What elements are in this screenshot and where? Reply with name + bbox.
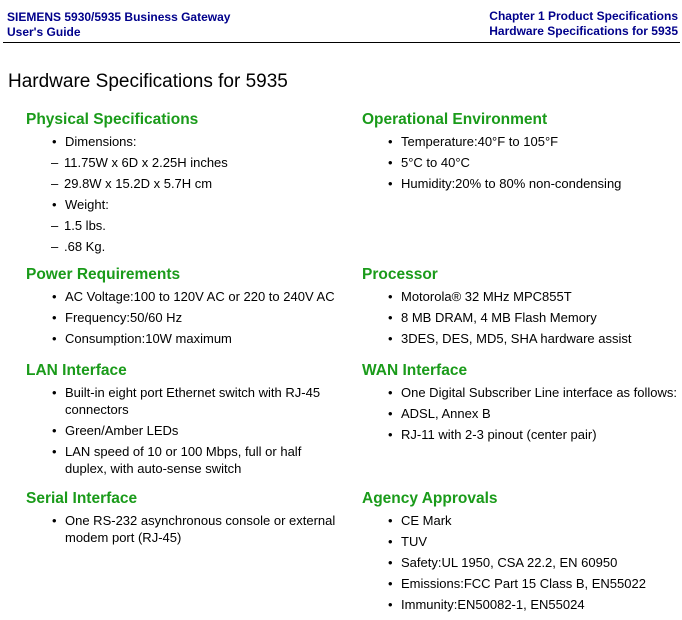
section-lan [26,361,356,481]
list-item: • TUV [387,533,680,550]
section-title: Agency Approvals [362,490,498,507]
section-processor [362,265,680,351]
sub-item: – 11.75W x 6D x 2.25H inches [49,154,346,171]
list-item: • 5°C to 40°C [387,154,680,171]
list-item: • LAN speed of 10 or 100 Mbps, full or half duplex, with auto-sense switch [51,443,341,477]
header-chapter: Chapter 1 Product Specifications [489,9,678,23]
header-right [489,9,678,39]
list-item: • Temperature:40°F to 105°F [387,133,680,150]
list-item: • Consumption:10W maximum [51,330,356,347]
section-title: WAN Interface [362,362,468,379]
list-item: • 8 MB DRAM, 4 MB Flash Memory [387,309,680,326]
sub-item: – 29.8W x 15.2D x 5.7H cm [49,175,346,192]
section-title: Power Requirements [26,266,181,283]
section-title: LAN Interface [26,362,127,379]
header-divider [3,42,680,43]
section-operational [362,110,680,196]
section-title: Physical Specifications [26,111,199,128]
list-item: • AC Voltage:100 to 120V AC or 220 to 240V AC [51,288,356,305]
list-item: • Safety:UL 1950, CSA 22.2, EN 60950 [387,554,680,571]
list-item: • Dimensions: [51,133,346,150]
list-item: • Emissions:FCC Part 15 Class B, EN55022 [387,575,680,592]
list-item: • Weight: [51,196,346,213]
header-section: Hardware Specifications for 5935 [489,24,678,38]
list-item: • Green/Amber LEDs [51,422,341,439]
list-item: • RJ-11 with 2-3 pinout (center pair) [387,426,680,443]
list-item: • 3DES, DES, MD5, SHA hardware assist [387,330,680,347]
section-serial [26,489,356,550]
list-item: • One Digital Subscriber Line interface as follows: [387,384,680,401]
sub-item: – .68 Kg. [49,238,346,255]
section-title: Processor [362,266,438,283]
list-item: • One RS-232 asynchronous console or external modem port (RJ-45) [51,512,351,546]
header-product-name: SIEMENS 5930/5935 Business Gateway [7,10,231,24]
section-title: Operational Environment [362,111,548,128]
list-item: • Immunity:EN50082-1, EN55024 [387,596,680,613]
list-item: • CE Mark [387,512,680,529]
list-item: • ADSL, Annex B [387,405,680,422]
section-title: Serial Interface [26,490,138,507]
sub-item: – 1.5 lbs. [49,217,346,234]
section-power [26,265,356,351]
list-item: • Built-in eight port Ethernet switch with RJ-45 connectors [51,384,341,418]
list-item: • Humidity:20% to 80% non-condensing [387,175,680,192]
list-item: • Motorola® 32 MHz MPC855T [387,288,680,305]
list-item: • Frequency:50/60 Hz [51,309,356,326]
page-title: Hardware Specifications for 5935 [8,71,288,92]
section-agency [362,489,680,617]
section-wan [362,361,680,447]
header-guide-name: User's Guide [7,25,81,39]
header-left [7,10,230,40]
section-physical [26,110,346,259]
